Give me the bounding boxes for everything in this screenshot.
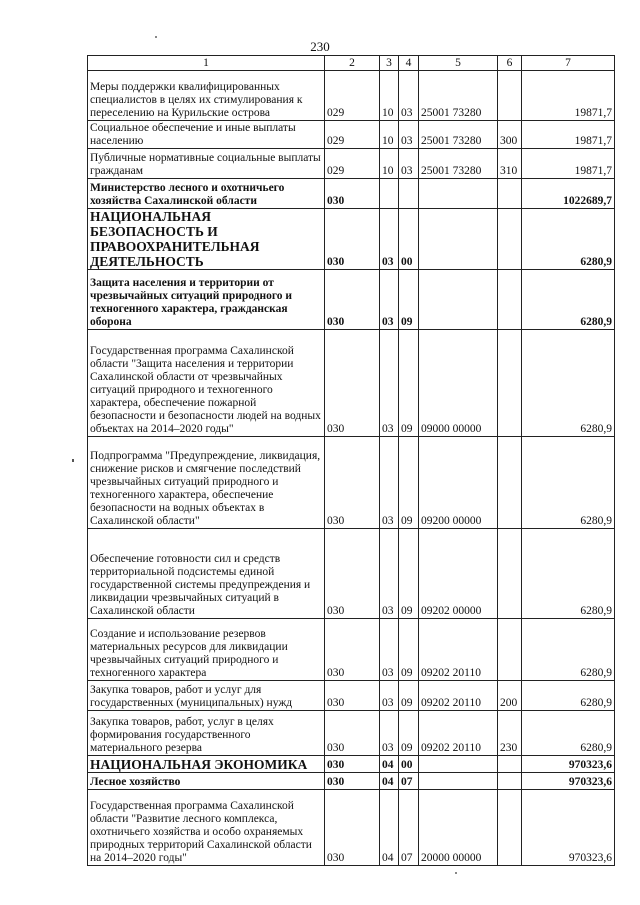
row-csr: 09202 20110 — [419, 681, 498, 711]
row-gr: 030 — [325, 330, 380, 437]
row-amount: 970323,6 — [522, 790, 615, 866]
table-row — [88, 711, 615, 756]
scan-speck — [455, 872, 457, 874]
row-gr: 029 — [325, 149, 380, 179]
row-pr: 09 — [399, 437, 419, 529]
row-pr: 03 — [399, 71, 419, 121]
row-gr: 029 — [325, 121, 380, 149]
row-rz: 03 — [380, 437, 399, 529]
row-csr: 25001 73280 — [419, 121, 498, 149]
row-vr — [498, 756, 522, 773]
row-vr — [498, 71, 522, 121]
column-header: 1 — [88, 56, 325, 71]
table-row — [88, 149, 615, 179]
row-csr: 25001 73280 — [419, 149, 498, 179]
row-rz — [380, 179, 399, 209]
row-pr: 00 — [399, 209, 419, 270]
row-amount: 1022689,7 — [522, 179, 615, 209]
row-csr — [419, 179, 498, 209]
scan-speck — [72, 459, 74, 462]
row-gr: 030 — [325, 437, 380, 529]
row-pr: 09 — [399, 529, 419, 619]
row-csr — [419, 209, 498, 270]
row-vr — [498, 619, 522, 681]
row-pr: 00 — [399, 756, 419, 773]
row-gr: 030 — [325, 619, 380, 681]
row-name: Министерство лесного и охотничьего хозяйства Сахалинской области — [88, 179, 325, 209]
row-amount: 6280,9 — [522, 681, 615, 711]
row-rz: 03 — [380, 209, 399, 270]
row-pr — [399, 179, 419, 209]
row-rz: 10 — [380, 149, 399, 179]
row-vr: 310 — [498, 149, 522, 179]
row-pr: 09 — [399, 711, 419, 756]
budget-table — [87, 55, 615, 866]
row-vr: 300 — [498, 121, 522, 149]
page-number: 230 — [310, 39, 330, 54]
row-name: Закупка товаров, работ и услуг для государственных (муниципальных) нужд — [88, 681, 325, 711]
row-gr: 030 — [325, 756, 380, 773]
table-row — [88, 179, 615, 209]
row-csr: 09200 00000 — [419, 437, 498, 529]
table-row — [88, 619, 615, 681]
row-csr: 25001 73280 — [419, 71, 498, 121]
row-vr — [498, 529, 522, 619]
row-amount: 970323,6 — [522, 773, 615, 790]
row-pr: 03 — [399, 149, 419, 179]
row-vr — [498, 437, 522, 529]
row-gr: 029 — [325, 71, 380, 121]
column-header: 2 — [325, 56, 380, 71]
row-name: Защита населения и территории от чрезвычайных ситуаций природного и техногенного характера, гражданская оборона — [88, 270, 325, 330]
table-row — [88, 71, 615, 121]
row-vr — [498, 270, 522, 330]
table-row — [88, 790, 615, 866]
row-gr: 030 — [325, 270, 380, 330]
row-amount: 19871,7 — [522, 149, 615, 179]
row-amount: 6280,9 — [522, 270, 615, 330]
row-rz: 04 — [380, 790, 399, 866]
row-rz: 03 — [380, 529, 399, 619]
row-pr: 09 — [399, 619, 419, 681]
table-row — [88, 756, 615, 773]
row-amount: 6280,9 — [522, 529, 615, 619]
column-header: 6 — [498, 56, 522, 71]
row-rz: 10 — [380, 71, 399, 121]
row-vr — [498, 179, 522, 209]
column-header: 7 — [522, 56, 615, 71]
row-csr: 09202 20110 — [419, 711, 498, 756]
row-name: Меры поддержки квалифицированных специалистов в целях их стимулирования к переселению на Курильские острова — [88, 71, 325, 121]
row-csr: 20000 00000 — [419, 790, 498, 866]
row-amount: 6280,9 — [522, 330, 615, 437]
row-rz: 03 — [380, 270, 399, 330]
row-gr: 030 — [325, 681, 380, 711]
row-name: Подпрограмма "Предупреждение, ликвидация, снижение рисков и смягчение последствий чрезвычайных ситуаций природного и техногенного характера, обеспечение безопасности на водных объектах в Сахалинской области" — [88, 437, 325, 529]
row-csr — [419, 756, 498, 773]
row-rz: 03 — [380, 330, 399, 437]
table-row — [88, 330, 615, 437]
column-header: 4 — [399, 56, 419, 71]
row-gr: 030 — [325, 773, 380, 790]
row-csr — [419, 773, 498, 790]
row-amount: 19871,7 — [522, 121, 615, 149]
row-rz: 10 — [380, 121, 399, 149]
row-amount: 6280,9 — [522, 619, 615, 681]
table-header-row — [88, 56, 615, 71]
table-row — [88, 437, 615, 529]
row-name: Социальное обеспечение и иные выплаты населению — [88, 121, 325, 149]
row-name: Государственная программа Сахалинской области "Развитие лесного комплекса, охотничьего хозяйства и особо охраняемых природных территорий Сахалинской области на 2014–2020 годы" — [88, 790, 325, 866]
table-row — [88, 270, 615, 330]
row-rz: 04 — [380, 756, 399, 773]
table-row — [88, 209, 615, 270]
row-rz: 04 — [380, 773, 399, 790]
table-row — [88, 121, 615, 149]
table-row — [88, 529, 615, 619]
row-gr: 030 — [325, 529, 380, 619]
row-name: Обеспечение готовности сил и средств территориальной подсистемы единой государственной системы предупреждения и ликвидации чрезвычайных ситуаций в Сахалинской области — [88, 529, 325, 619]
row-rz: 03 — [380, 711, 399, 756]
row-csr: 09202 20110 — [419, 619, 498, 681]
row-amount: 19871,7 — [522, 71, 615, 121]
column-header: 5 — [419, 56, 498, 71]
row-vr — [498, 790, 522, 866]
row-name: Государственная программа Сахалинской области "Защита населения и территории Сахалинской области от чрезвычайных ситуаций природного и техногенного характера, обеспечение пожарной безопасности и безопасности людей на водных объектах на 2014–2020 годы" — [88, 330, 325, 437]
row-pr: 09 — [399, 330, 419, 437]
row-gr: 030 — [325, 179, 380, 209]
row-vr: 200 — [498, 681, 522, 711]
row-pr: 09 — [399, 270, 419, 330]
row-amount: 6280,9 — [522, 711, 615, 756]
row-name: Лесное хозяйство — [88, 773, 325, 790]
row-name: НАЦИОНАЛЬНАЯ БЕЗОПАСНОСТЬ И ПРАВООХРАНИТЕЛЬНАЯ ДЕЯТЕЛЬНОСТЬ — [88, 209, 325, 270]
row-pr: 07 — [399, 773, 419, 790]
row-pr: 07 — [399, 790, 419, 866]
row-csr: 09202 00000 — [419, 529, 498, 619]
row-gr: 030 — [325, 790, 380, 866]
row-amount: 6280,9 — [522, 437, 615, 529]
row-amount: 6280,9 — [522, 209, 615, 270]
table-row — [88, 681, 615, 711]
column-header: 3 — [380, 56, 399, 71]
row-pr: 09 — [399, 681, 419, 711]
row-vr: 230 — [498, 711, 522, 756]
table-row — [88, 773, 615, 790]
row-csr: 09000 00000 — [419, 330, 498, 437]
row-rz: 03 — [380, 619, 399, 681]
row-gr: 030 — [325, 209, 380, 270]
row-pr: 03 — [399, 121, 419, 149]
row-gr: 030 — [325, 711, 380, 756]
row-name: Публичные нормативные социальные выплаты гражданам — [88, 149, 325, 179]
row-amount: 970323,6 — [522, 756, 615, 773]
row-name: НАЦИОНАЛЬНАЯ ЭКОНОМИКА — [88, 756, 325, 773]
row-name: Закупка товаров, работ, услуг в целях формирования государственного материального резерва — [88, 711, 325, 756]
row-rz: 03 — [380, 681, 399, 711]
row-name: Создание и использование резервов материальных ресурсов для ликвидации чрезвычайных ситуаций природного и техногенного характера — [88, 619, 325, 681]
row-vr — [498, 330, 522, 437]
scan-speck — [155, 36, 157, 38]
row-vr — [498, 209, 522, 270]
row-csr — [419, 270, 498, 330]
row-vr — [498, 773, 522, 790]
